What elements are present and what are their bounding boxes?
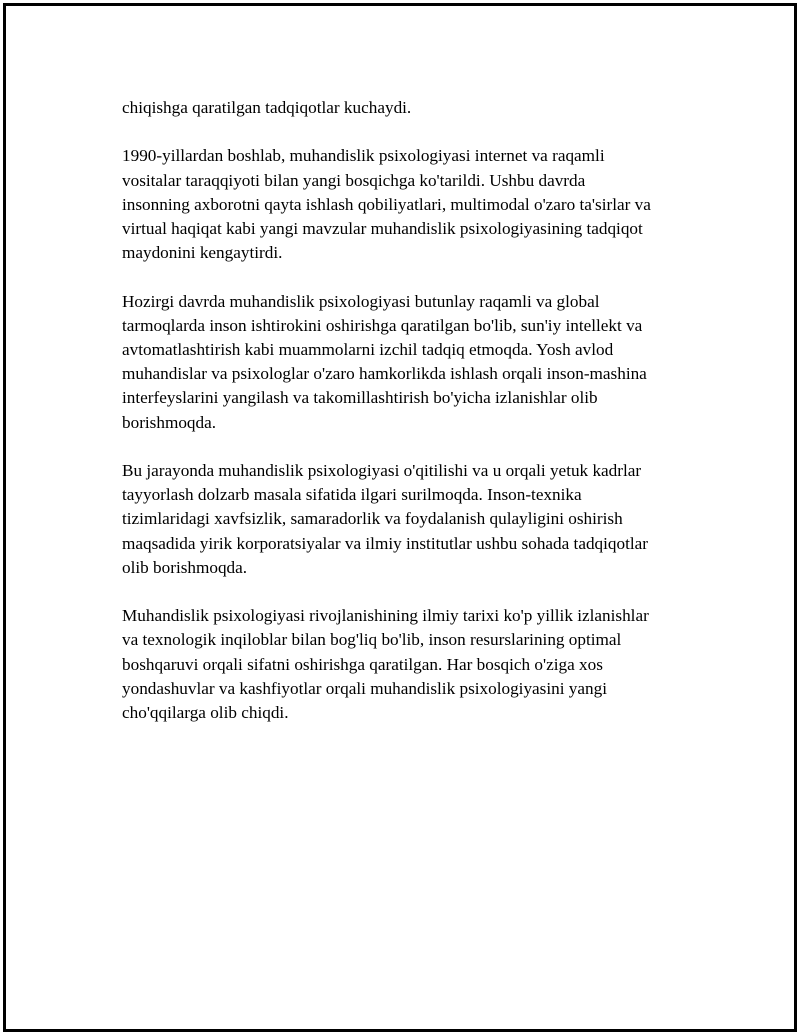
paragraph: Muhandislik psixologiyasi rivojlanishining ilmiy tarixi ko'p yillik izlanishlar va texnologik inqiloblar bilan bog'liq bo'lib, inson resurslarining optimal boshqaruvi orqali sifatni oshirishga qaratilgan. Har bosqich o'ziga xos yondashuvlar va kashfiyotlar orqali muhandislik psixologiyasini yangi cho'qqilarga olib chiqdi. bbox=[122, 606, 649, 723]
document-body bbox=[122, 96, 694, 749]
document-page bbox=[3, 3, 797, 1032]
paragraph: Bu jarayonda muhandislik psixologiyasi o'qitilishi va u orqali yetuk kadrlar tayyorlash dolzarb masala sifatida ilgari surilmoqda. Inson-texnika tizimlaridagi xavfsizlik, samaradorlik va foydalanish qulayligini oshirish maqsadida yirik korporatsiyalar va ilmiy institutlar ushbu sohada tadqiqotlar olib borishmoqda. bbox=[122, 461, 649, 577]
paragraph: Hozirgi davrda muhandislik psixologiyasi butunlay raqamli va global tarmoqlarda inson ishtirokini oshirishga qaratilgan bo'lib, sun'iy intellekt va avtomatlashtirish kabi muammolarni izchil tadqiq etmoqda. Yosh avlod muhandislar va psixologlar o'zaro hamkorlikda ishlash orqali inson-mashina interfeyslarini yangilash va takomillashtirish bo'yicha izlanishlar olib borishmoqda. bbox=[122, 291, 647, 432]
paragraph: chiqishga qaratilgan tadqiqotlar kuchaydi. bbox=[122, 98, 412, 117]
paragraph: 1990-yillardan boshlab, muhandislik psixologiyasi internet va raqamli vositalar taraqqiyoti bilan yangi bosqichga ko'tarildi. Ushbu davrda insonning axborotni qayta ishlash qobiliyatlari, multimodal o'zaro ta'sirlar va virtual haqiqat kabi yangi mavzular muhandislik psixologiyasining tadqiqot maydonini kengaytirdi. bbox=[122, 146, 651, 263]
